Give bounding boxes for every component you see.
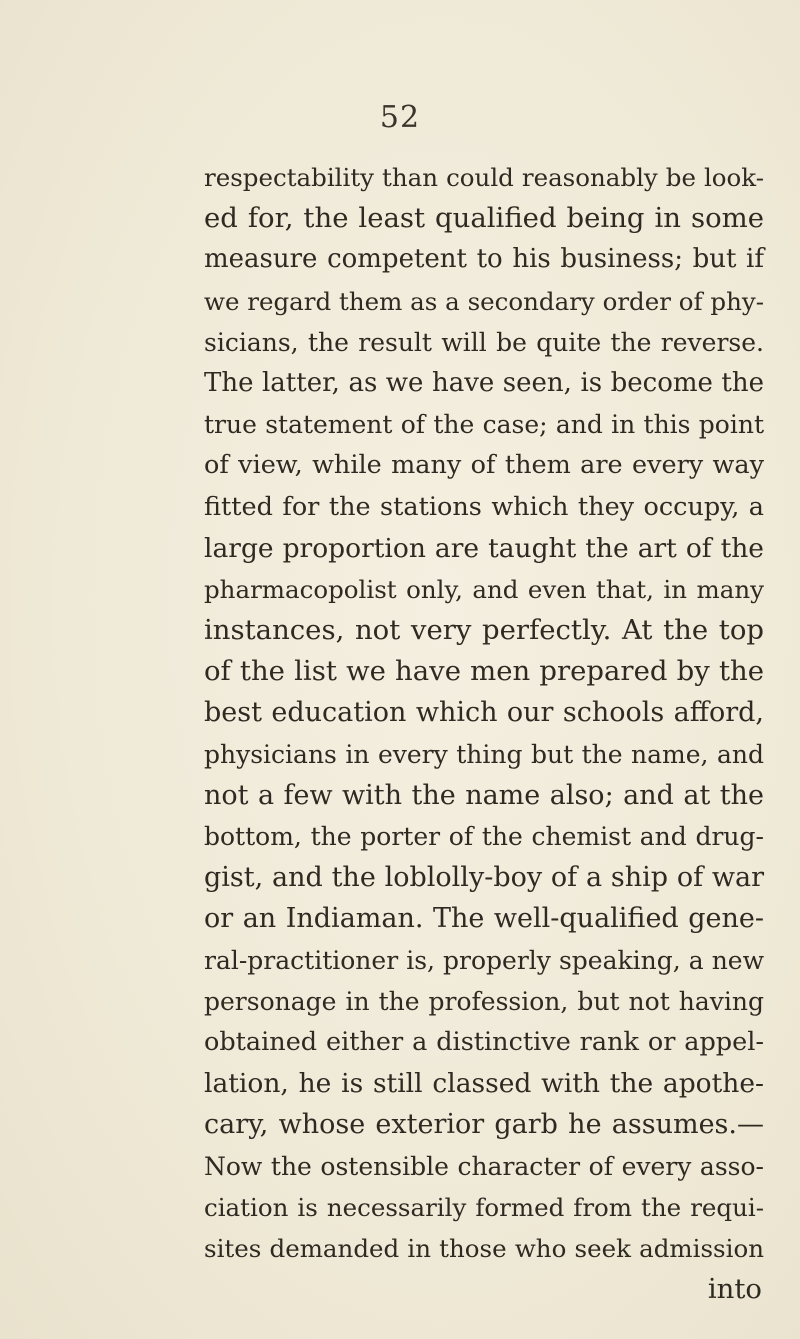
- text-line: Now the ostensible character of every asso-: [204, 1151, 764, 1181]
- text-line: sites demanded in those who seek admission: [204, 1233, 764, 1263]
- catchword: into: [707, 1273, 762, 1306]
- text-line: ciation is necessarily formed from the requi-: [204, 1192, 764, 1222]
- text-line: large proportion are taught the art of the: [204, 532, 764, 564]
- text-line: measure competent to his business; but if: [204, 244, 764, 275]
- text-line: obtained either a distinctive rank or appel-: [204, 1026, 764, 1057]
- page-number: 52: [379, 100, 421, 135]
- text-line: respectability than could reasonably be look-: [204, 163, 764, 192]
- text-line: cary, whose exterior garb he assumes.—: [204, 1109, 764, 1141]
- text-line: true statement of the case; and in this point: [204, 410, 764, 440]
- text-line: sicians, the result will be quite the reverse.: [204, 327, 764, 357]
- text-line: bottom, the porter of the chemist and drug-: [204, 822, 764, 851]
- text-line: fitted for the stations which they occupy, a: [204, 491, 764, 522]
- text-line: pharmacopolist only, and even that, in many: [204, 574, 764, 604]
- text-line: lation, he is still classed with the apothe-: [204, 1068, 764, 1100]
- text-line: The latter, as we have seen, is become the: [204, 367, 764, 398]
- text-line: we regard them as a secondary order of phy-: [204, 286, 764, 316]
- text-line: gist, and the loblolly-boy of a ship of war: [204, 862, 764, 894]
- text-line: instances, not very perfectly. At the top: [204, 614, 764, 647]
- text-line: ed for, the least qualified being in some: [204, 202, 764, 235]
- text-line: or an Indiaman. The well-qualified gene-: [204, 903, 764, 935]
- text-line: of view, while many of them are every way: [204, 450, 764, 481]
- text-line: of the list we have men prepared by the: [204, 655, 764, 688]
- text-line: not a few with the name also; and at the: [204, 779, 764, 811]
- text-line: ral-practitioner is, properly speaking, a new: [204, 945, 764, 975]
- text-line: physicians in every thing but the name, and: [204, 739, 764, 769]
- body-text: [204, 157, 764, 1310]
- text-line: best education which our schools afford,: [204, 697, 764, 729]
- text-line: personage in the profession, but not having: [204, 986, 764, 1016]
